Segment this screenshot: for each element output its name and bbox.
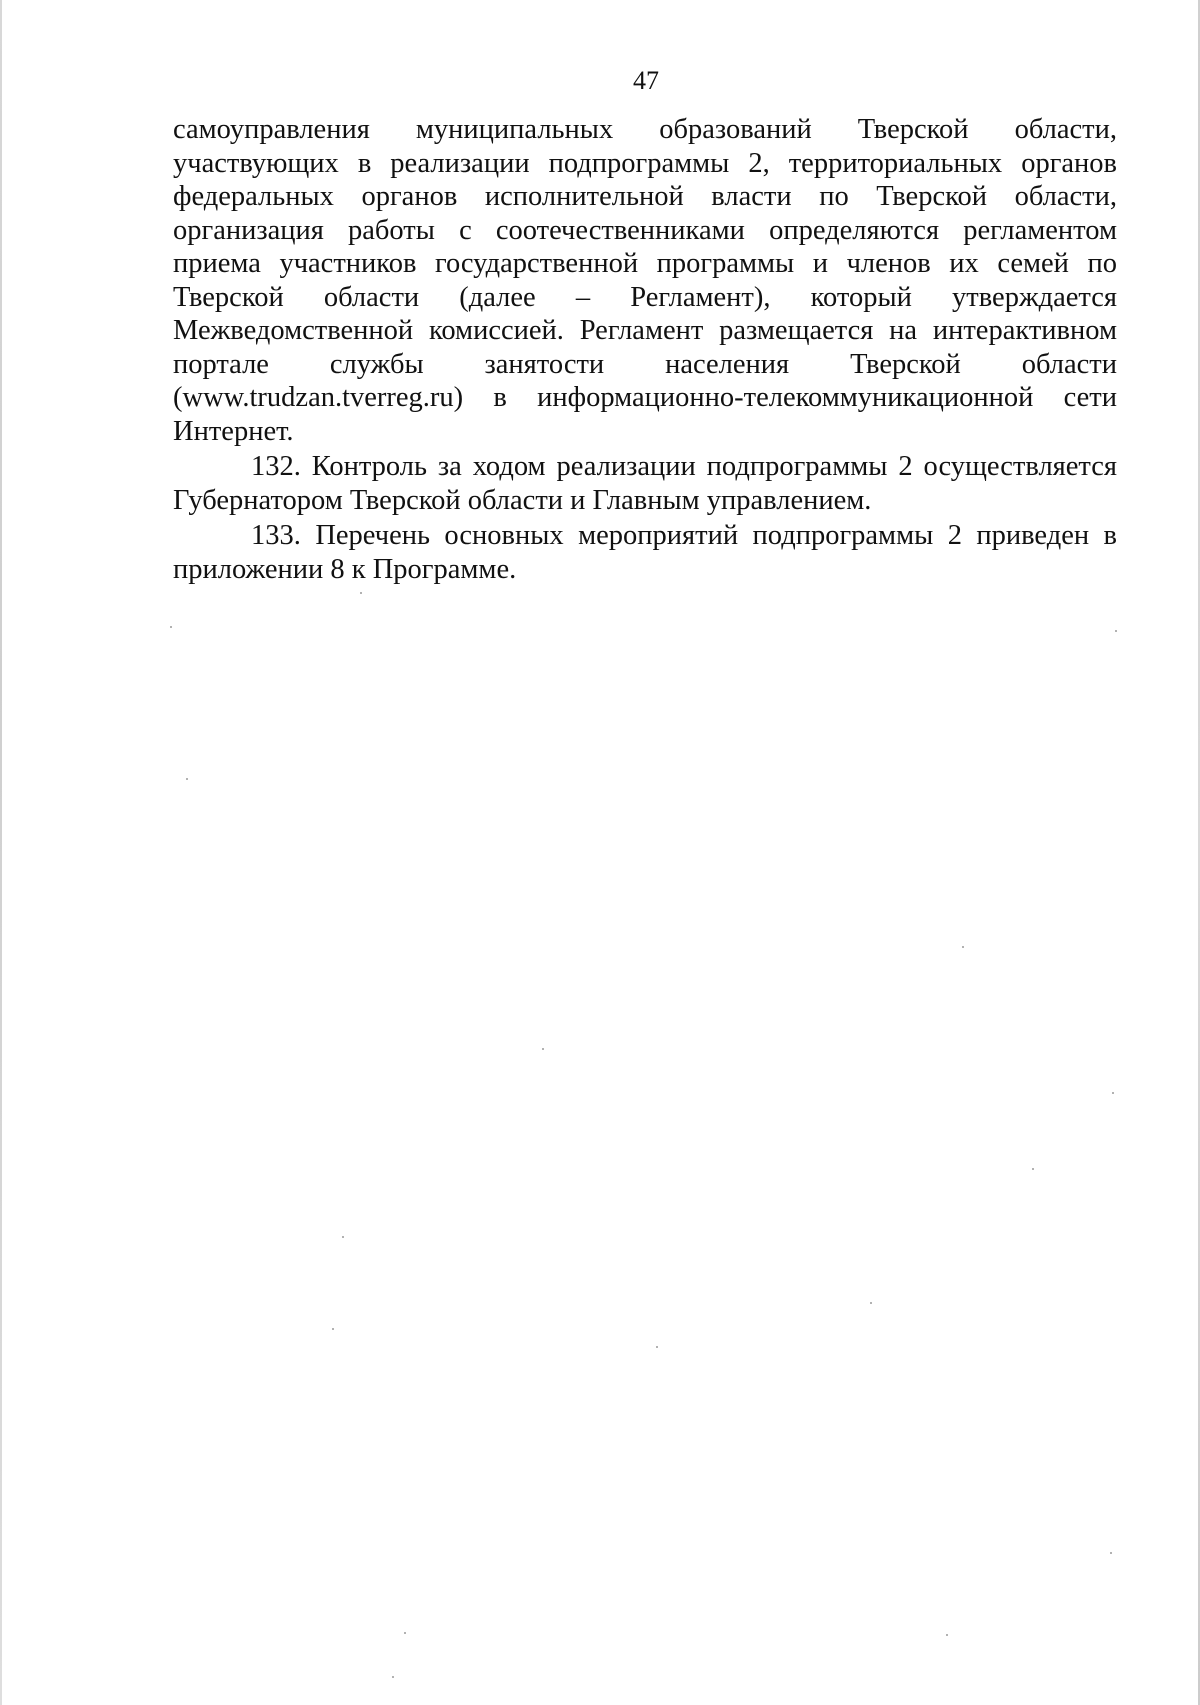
scan-speck <box>342 1236 344 1238</box>
scan-speck <box>1110 1552 1112 1554</box>
scan-speck <box>1032 1168 1034 1170</box>
scan-speck <box>404 1632 406 1634</box>
scan-speck <box>186 778 188 780</box>
scan-speck <box>656 1346 658 1348</box>
scan-speck <box>542 1048 544 1050</box>
scan-speck <box>332 1328 334 1330</box>
scan-speck <box>1115 630 1117 632</box>
scan-speck <box>1112 1092 1114 1094</box>
scan-speck <box>962 946 964 948</box>
paragraph-continuation: самоуправления муниципальных образований Тверской области, участвующих в реализации подпрограммы 2, территориальных органов федеральных органов исполнительной власти по Тверской области, организация работы с соотечественниками определяются регламентом приема участников государственной программы и членов их семей по Тверской области (далее – Регламент), который утверждается Межведомственной комиссией. Регламент размещается на интерактивном портале службы занятости населения Тверской области (www.trudzan.tverreg.ru) в информационно-телекоммуникационной сети Интернет. <box>173 114 1117 447</box>
scan-speck <box>170 626 172 628</box>
scan-edge-left <box>0 0 2 1705</box>
paragraph-132: 132. Контроль за ходом реализации подпрограммы 2 осуществляется Губернатором Тверской области и Главным управлением. <box>173 451 1117 516</box>
scan-speck <box>360 592 362 594</box>
scan-speck <box>392 1676 394 1678</box>
scan-speck <box>870 1302 872 1304</box>
scan-speck <box>946 1634 948 1636</box>
paragraph-133: 133. Перечень основных мероприятий подпрограммы 2 приведен в приложении 8 к Программе. <box>173 520 1117 585</box>
page-number: 47 <box>633 66 659 95</box>
body-text <box>173 113 1117 586</box>
